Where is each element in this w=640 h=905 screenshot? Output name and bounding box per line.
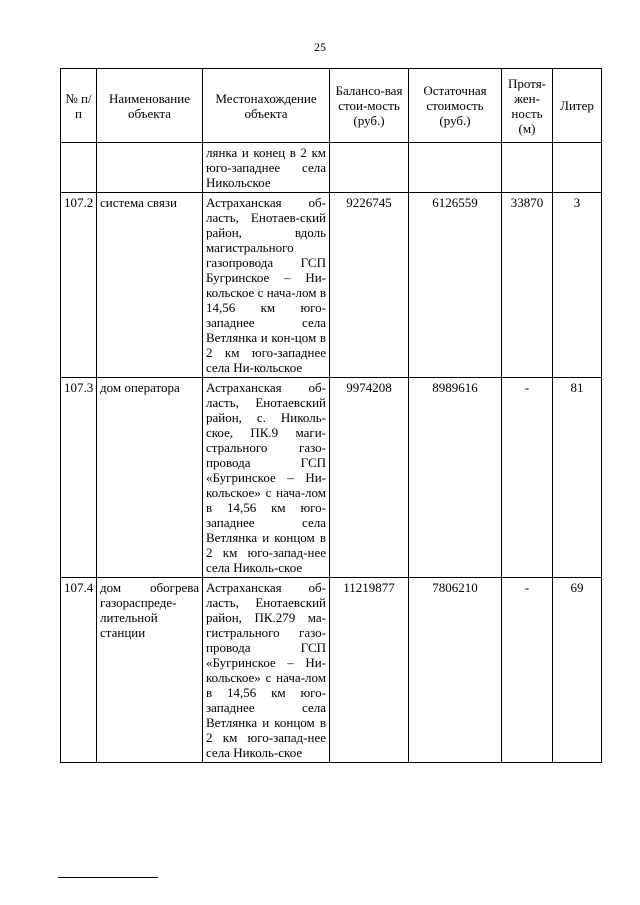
cell-num: 107.2	[61, 193, 97, 378]
cell-liter: 69	[553, 578, 602, 763]
property-table	[60, 68, 602, 763]
cell-location: Астраханская об-ласть, Енотаев-ский район, вдоль магистрального газопровода ГСП Бугринское – Ни-кольское с нача-лом в 14,56 км юго-западнее села Ветлянка и кон-цом в 2 км юго-западнее села Ни-кольское	[203, 193, 330, 378]
cell-length: 33870	[502, 193, 553, 378]
cell-residual	[409, 143, 502, 193]
col-header-liter: Литер	[553, 69, 602, 143]
cell-liter: 81	[553, 378, 602, 578]
cell-residual: 6126559	[409, 193, 502, 378]
col-header-location: Местонахождение объекта	[203, 69, 330, 143]
cell-location: Астраханская об-ласть, Енотаевский район, ПК.279 ма-гистрального газо-провода ГСП «Бугринское – Ни-кольское» с нача-лом в 14,56 км юго-западнее села Ветлянка и концом в 2 км юго-запад-нее села Николь-ское	[203, 578, 330, 763]
cell-liter	[553, 143, 602, 193]
cell-name: система связи	[97, 193, 203, 378]
cell-balance: 9974208	[330, 378, 409, 578]
cell-length: -	[502, 578, 553, 763]
cell-residual: 7806210	[409, 578, 502, 763]
cell-num: 107.3	[61, 378, 97, 578]
cell-balance: 9226745	[330, 193, 409, 378]
cell-residual: 8989616	[409, 378, 502, 578]
col-header-residual: Остаточная стоимость (руб.)	[409, 69, 502, 143]
table-row	[61, 378, 602, 578]
col-header-balance: Балансо-вая стои-мость (руб.)	[330, 69, 409, 143]
cell-balance	[330, 143, 409, 193]
footnote-divider	[58, 877, 158, 878]
cell-name	[97, 143, 203, 193]
col-header-length: Протя-жен-ность (м)	[502, 69, 553, 143]
table-row	[61, 193, 602, 378]
page-number: 25	[314, 40, 326, 54]
cell-balance: 11219877	[330, 578, 409, 763]
table-row	[61, 578, 602, 763]
col-header-name: Наименование объекта	[97, 69, 203, 143]
cell-name: дом обогрева газораспреде-лительной станции	[97, 578, 203, 763]
continuation-row	[61, 143, 602, 193]
cell-length: -	[502, 378, 553, 578]
cell-name: дом оператора	[97, 378, 203, 578]
cell-num	[61, 143, 97, 193]
cell-length	[502, 143, 553, 193]
cell-location: лянка и конец в 2 км юго-западнее села Никольское	[203, 143, 330, 193]
cell-location: Астраханская об-ласть, Енотаевский район, с. Николь-ское, ПК.9 маги-стрального газо-провода ГСП «Бугринское – Ни-кольское» с нача-лом в 14,56 км юго-западнее села Ветлянка и концом в 2 км юго-запад-нее села Николь-ское	[203, 378, 330, 578]
header-row	[61, 69, 602, 143]
cell-liter: 3	[553, 193, 602, 378]
col-header-num: № п/п	[61, 69, 97, 143]
cell-num: 107.4	[61, 578, 97, 763]
